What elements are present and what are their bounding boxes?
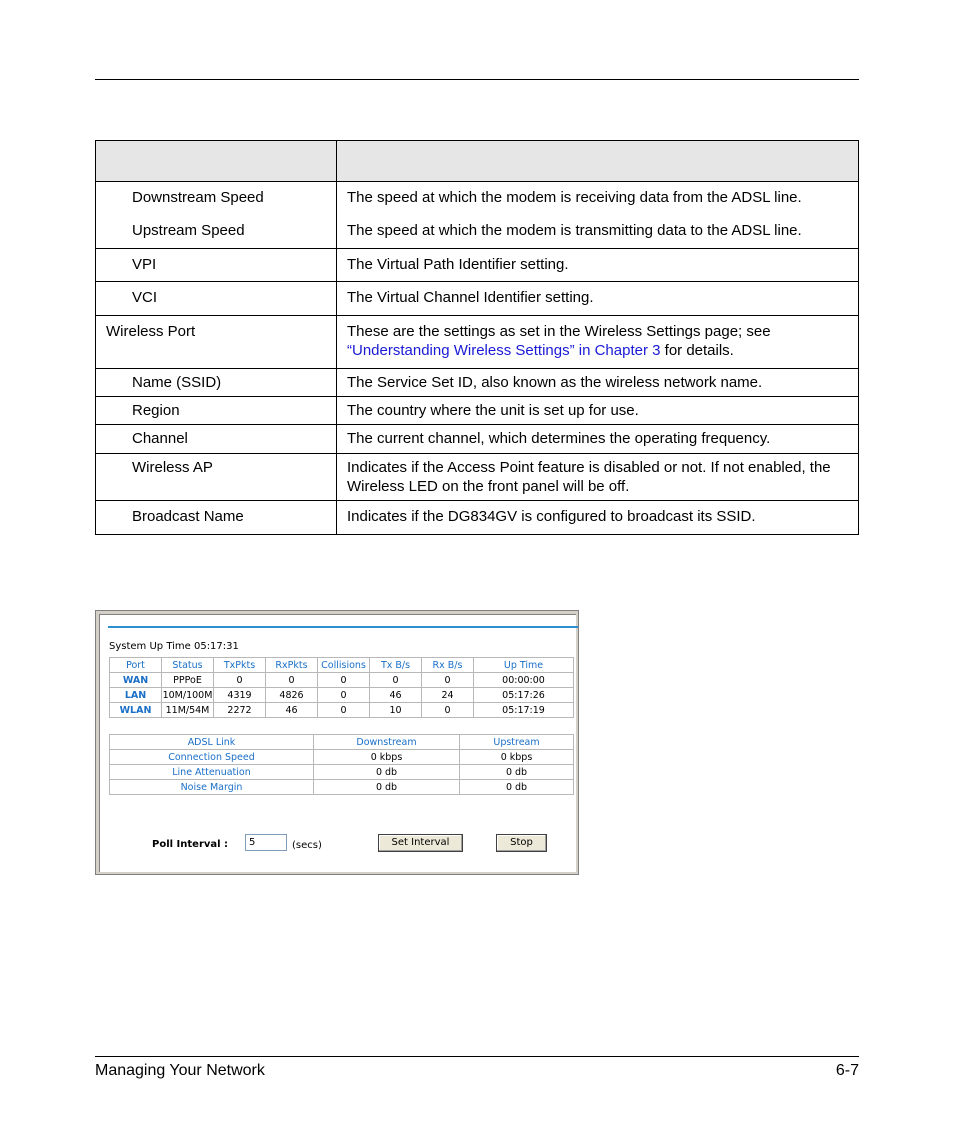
table-row bbox=[110, 780, 574, 795]
collisions-header: Collisions bbox=[318, 658, 370, 673]
cell: 05:17:26 bbox=[474, 688, 574, 703]
row-description: Indicates if the DG834GV is configured to broadcast its SSID. bbox=[347, 508, 756, 525]
cell: 4319 bbox=[214, 688, 266, 703]
row-description: The speed at which the modem is transmitting data to the ADSL line. bbox=[347, 222, 802, 239]
cell: 0 bbox=[266, 673, 318, 688]
stop-button[interactable]: Stop bbox=[496, 834, 547, 852]
adsl-link-header: ADSL Link bbox=[110, 735, 314, 750]
port-name: WLAN bbox=[110, 703, 162, 718]
cell: 10M/100M bbox=[162, 689, 213, 701]
rxpkts-header: RxPkts bbox=[266, 658, 318, 673]
cell: 0 bbox=[214, 673, 266, 688]
header-divider bbox=[108, 626, 578, 628]
row-description: The country where the unit is set up for use. bbox=[347, 402, 639, 419]
downstream-header: Downstream bbox=[314, 735, 460, 750]
port-stats-table bbox=[109, 657, 574, 718]
cell: 0 bbox=[370, 673, 422, 688]
table-row bbox=[96, 397, 859, 425]
port-name: WAN bbox=[110, 673, 162, 688]
row-description: These are the settings as set in the Wireless Settings page; see “Understanding Wireless Settings” in Chapter 3 for details. bbox=[347, 323, 771, 359]
table-row bbox=[96, 369, 859, 397]
table-header-row bbox=[96, 141, 859, 182]
port-header: Port bbox=[110, 658, 162, 673]
set-interval-button[interactable]: Set Interval bbox=[378, 834, 463, 852]
port-name: LAN bbox=[110, 688, 162, 703]
status-header: Status bbox=[162, 658, 214, 673]
row-label: Region bbox=[132, 402, 180, 419]
upstream-header: Upstream bbox=[460, 735, 574, 750]
cell: 0 kbps bbox=[314, 750, 460, 765]
cell: 05:17:19 bbox=[474, 703, 574, 718]
row-label: VPI bbox=[132, 256, 157, 273]
cell: 4826 bbox=[266, 688, 318, 703]
cell: PPPoE bbox=[162, 673, 214, 688]
row-label: Wireless AP bbox=[132, 459, 213, 476]
cell: 10 bbox=[370, 703, 422, 718]
status-fields-table bbox=[95, 140, 859, 535]
table-row bbox=[96, 182, 859, 249]
cell: 11M/54M bbox=[162, 703, 214, 718]
cell: 0 bbox=[422, 703, 474, 718]
poll-interval-label: Poll Interval : bbox=[152, 839, 229, 850]
system-uptime: System Up Time 05:17:31 bbox=[109, 641, 239, 652]
cell: 00:00:00 bbox=[474, 673, 574, 688]
cell: 2272 bbox=[214, 703, 266, 718]
page-number: 6-7 bbox=[835, 1062, 859, 1079]
table-row bbox=[110, 765, 574, 780]
adsl-metric: Noise Margin bbox=[110, 780, 314, 795]
cell: 46 bbox=[370, 688, 422, 703]
cell: 24 bbox=[422, 688, 474, 703]
adsl-header-row bbox=[110, 735, 574, 750]
table-row bbox=[96, 454, 859, 501]
cell: 0 db bbox=[314, 765, 460, 780]
cell: 46 bbox=[266, 703, 318, 718]
poll-interval-input[interactable] bbox=[245, 834, 287, 851]
row-label: Channel bbox=[132, 430, 188, 447]
txbs-header: Tx B/s bbox=[370, 658, 422, 673]
port-header-row bbox=[110, 658, 574, 673]
row-label: Name (SSID) bbox=[132, 374, 222, 391]
row-description: The speed at which the modem is receiving data from the ADSL line. bbox=[347, 189, 802, 206]
row-description: The Virtual Channel Identifier setting. bbox=[347, 289, 594, 306]
adsl-metric: Line Attenuation bbox=[110, 765, 314, 780]
row-label: Downstream Speed bbox=[132, 189, 264, 206]
adsl-stats-table bbox=[109, 734, 574, 795]
row-description: The current channel, which determines the operating frequency. bbox=[347, 430, 771, 447]
router-status-screenshot bbox=[95, 610, 579, 875]
cell: 0 bbox=[318, 673, 370, 688]
table-row bbox=[96, 425, 859, 454]
txpkts-header: TxPkts bbox=[214, 658, 266, 673]
row-label: Upstream Speed bbox=[132, 222, 245, 239]
row-label: VCI bbox=[132, 289, 158, 306]
footer-title: Managing Your Network bbox=[95, 1062, 265, 1079]
adsl-metric: Connection Speed bbox=[110, 750, 314, 765]
cell: 0 bbox=[422, 673, 474, 688]
top-rule bbox=[95, 79, 859, 80]
footer-rule bbox=[95, 1056, 859, 1057]
table-row bbox=[110, 673, 574, 688]
secs-label: (secs) bbox=[292, 840, 322, 851]
table-row bbox=[110, 688, 574, 703]
table-row bbox=[96, 501, 859, 535]
row-label: Wireless Port bbox=[106, 323, 196, 340]
cell: 0 kbps bbox=[460, 750, 574, 765]
cell: 0 bbox=[318, 688, 370, 703]
cell: 0 db bbox=[460, 765, 574, 780]
cell: 0 bbox=[318, 703, 370, 718]
table-row bbox=[110, 703, 574, 718]
row-label: Broadcast Name bbox=[132, 508, 244, 525]
rxbs-header: Rx B/s bbox=[422, 658, 474, 673]
uptime-header: Up Time bbox=[474, 658, 574, 673]
chapter-3-link[interactable]: “Understanding Wireless Settings” in Chapter 3 bbox=[347, 342, 661, 359]
table-row bbox=[96, 249, 859, 282]
row-description: Indicates if the Access Point feature is disabled or not. If not enabled, the Wireless LED on the front panel will be off. bbox=[347, 459, 831, 495]
table-row bbox=[96, 282, 859, 316]
row-description: The Virtual Path Identifier setting. bbox=[347, 256, 569, 273]
cell: 0 db bbox=[314, 780, 460, 795]
cell: 0 db bbox=[460, 780, 574, 795]
table-row bbox=[110, 750, 574, 765]
row-description: The Service Set ID, also known as the wireless network name. bbox=[347, 374, 763, 391]
table-row bbox=[96, 316, 859, 369]
